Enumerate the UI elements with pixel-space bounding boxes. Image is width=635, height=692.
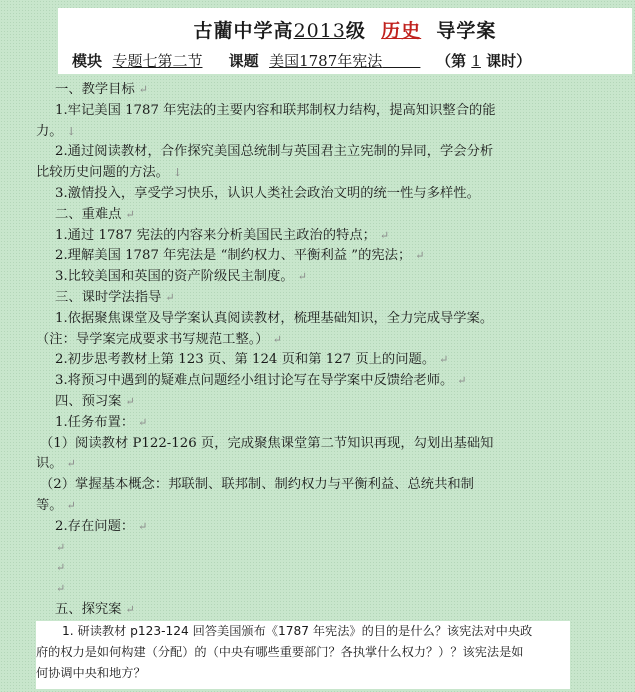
return-mark-icon: ↵ [66,457,76,471]
empty-line [36,538,596,559]
section-heading-method: 三、课时学法指导 ↵ [55,289,175,305]
section-heading-preview: 四、预习案 ↵ [55,393,135,409]
return-mark-icon: ↵ [439,353,449,367]
section-heading-inquiry: 五、探究案 ↵ [55,601,135,617]
inquiry-question-box [36,621,570,689]
return-mark-icon: ↵ [56,582,66,596]
preview-task-1: （1）阅读教材 P122-126 页，完成聚焦课堂第二节知识再现，勾划出基础知 [40,435,494,451]
objective-3: 3.激情投入，享受学习快乐，认识人类社会政治文明的统一性与多样性。 [55,185,480,201]
period-value: 1 [471,52,481,70]
return-mark-icon: ↵ [66,498,76,512]
preview-task-1-cont: 识。 ↵ [36,456,76,472]
period-close: 课时） [486,52,532,70]
title-grade-label: 级 [345,20,366,42]
method-1-note: （注：导学案完成要求书写规范工整。） ↵ [36,331,282,347]
preview-task-2-cont: 等。 ↵ [36,497,76,513]
return-mark-icon: ↵ [138,415,148,429]
return-mark-icon: ↵ [138,519,148,533]
objective-2-cont: 比较历史问题的方法。 ↓ [36,165,183,181]
return-mark-icon: ↵ [165,290,175,304]
section-heading-objectives: 一、教学目标 ↵ [55,82,148,97]
key-point-3: 3.比较美国和英国的资产阶级民主制度。 ↵ [55,269,307,285]
section-heading-key-points: 二、重难点 ↵ [55,206,135,222]
module-value: 专题七第二节 [112,52,203,70]
module-label: 模块 [72,52,103,70]
lesson-label: 课题 [228,52,259,70]
down-mark-icon: ↓ [66,124,76,138]
return-mark-icon: ↵ [138,83,148,96]
objective-1: 1.牢记美国 1787 年宪法的主要内容和联邦制权力结构，提高知识整合的能 [55,102,496,118]
empty-line [36,558,596,579]
objective-1-cont: 力。 ↓ [36,123,76,139]
return-mark-icon: ↵ [56,561,66,575]
title-grade-year: 2013 [293,20,346,42]
title-school: 古藺中学高 [193,20,294,42]
key-point-2: 2.理解美国 1787 年宪法是 “制约权力、平衡利益 ”的宪法； ↵ [55,248,425,264]
header-box [58,8,632,74]
return-mark-icon: ↵ [297,270,307,284]
lesson-value: 美国1787年宪法 [269,52,383,70]
objective-2: 2.通过阅读教材，合作探究美国总统制与英国君主立宪制的异同，学会分析 [55,144,494,160]
preview-task-heading: 1.任务布置： ↵ [55,414,148,430]
method-2: 2.初步思考教材上第 123 页、第 124 页和第 127 页上的问题。 ↵ [55,352,449,368]
return-mark-icon: ↵ [125,602,135,616]
preview-task-2: （2）掌握基本概念：邦联制、联邦制、制约权力与平衡利益、总统共和制 [40,477,474,493]
return-mark-icon: ↵ [125,394,135,408]
header-meta [72,50,531,71]
inquiry-question-1-cont2: 何协调中央和地方？ [36,666,146,680]
return-mark-icon: ↵ [272,332,282,346]
title-doc-type: 导学案 [436,20,497,42]
inquiry-question-1: 1. 研读教材 p123-124 回答美国颁布《1787 年宪法》的目的是什么？该宪法对中央政 [62,624,533,638]
return-mark-icon: ↵ [379,228,390,242]
document-body [36,80,596,621]
empty-line [36,579,596,600]
return-mark-icon: ↵ [415,249,425,263]
page-title [58,16,632,43]
method-3: 3.将预习中遇到的疑难点问题经小组讨论写在导学案中反馈给老师。 ↵ [55,373,467,389]
method-1: 1.依据聚焦课堂及导学案认真阅读教材，梳理基础知识，全力完成导学案。 [55,310,494,326]
return-mark-icon: ↵ [457,374,467,388]
title-subject: 历史 [381,20,422,42]
key-point-1: 1.通过 1787 宪法的内容来分析美国民主政治的特点； ↵ [55,227,390,243]
preview-issues: 2.存在问题： ↵ [55,518,148,534]
return-mark-icon: ↵ [125,207,135,221]
return-mark-icon: ↵ [56,540,66,554]
period-open: （第 [436,52,467,70]
down-mark-icon: ↓ [172,166,183,180]
inquiry-question-1-cont: 府的权力是如何构建（分配）的（中央有哪些重要部门？各执掌什么权力？）？该宪法是如 [36,645,524,659]
